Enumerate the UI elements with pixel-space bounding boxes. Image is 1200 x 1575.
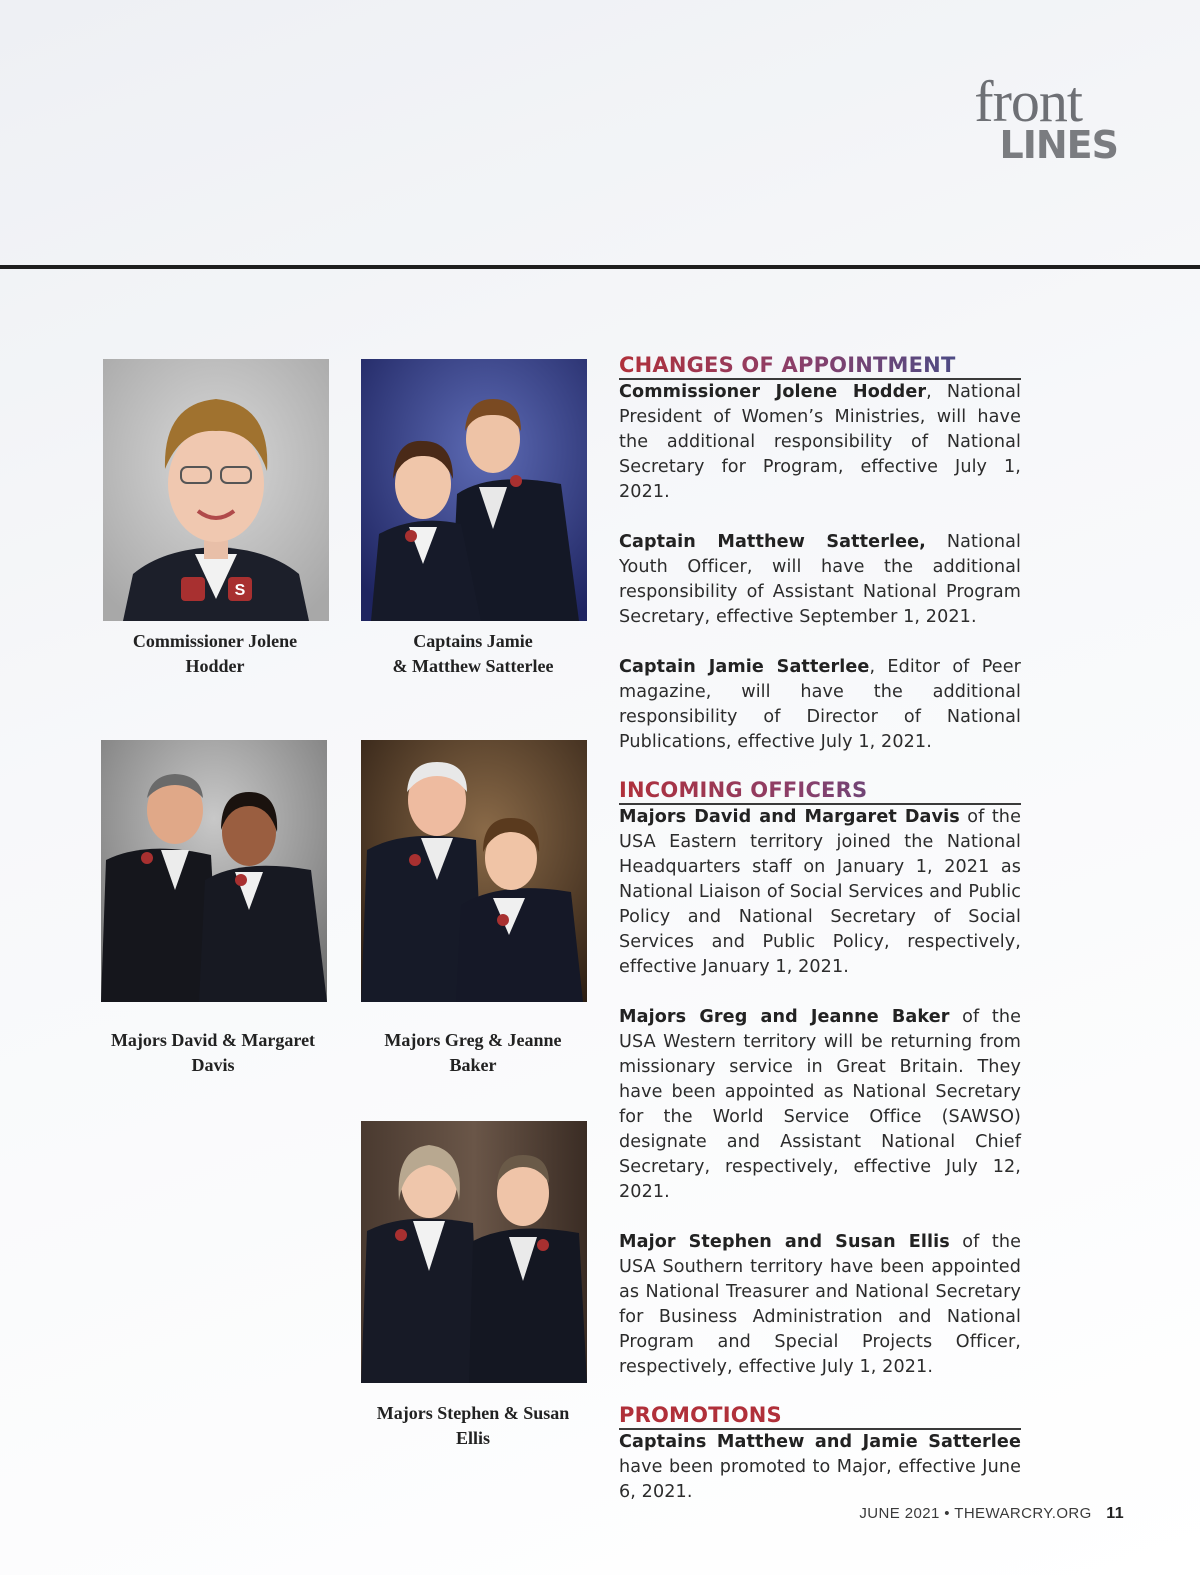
entry-jolene-hodder: Commissioner Jolene Hodder, National President of Women’s Ministries, will have the additional responsibility of National Secretary for Program, effective July 1, 2021. [619,382,1022,502]
article-text [619,352,1021,1530]
entry-baker: Majors Greg and Jeanne Baker of the USA Western territory will be returning from missionary service in Great Britain. They have been appointed as National Secretary for the World Service Office (SAWSO) designate and Assistant National Chief Secretary, respectively, effective July 12, 2021. [619,1007,1021,1202]
masthead-front: front [974,69,1082,134]
caption-satterlee: Captains Jamie & Matthew Satterlee [392,631,554,676]
photo-ellis [361,1121,587,1383]
caption-jolene-hodder: Commissioner Jolene Hodder [132,631,298,676]
entry-davis: Majors David and Margaret Davis of the USA Eastern territory joined the National Headquarters staff on January 1, 2021 as National Liaison of Social Services and Public Policy and National Secretary of Social Services and Public Policy, respectively, effective January 1, 2021. [619,807,1021,977]
page-footer [859,1505,1124,1523]
caption-davis: Majors David & Margaret Davis [110,1030,316,1075]
footer-issue: JUNE 2021 [859,1505,940,1522]
entry-matthew-satterlee: Captain Matthew Satterlee, National Youth Officer, will have the additional responsibility of Assistant National Program Secretary, effective September 1, 2021. [619,532,1021,627]
photo-jolene-hodder [103,359,329,621]
heading-incoming-officers: INCOMING OFFICERS [619,777,1021,805]
photo-baker [361,740,587,1002]
masthead-lines: LINES [999,123,1118,167]
entry-ellis: Major Stephen and Susan Ellis of the USA Southern territory have been appointed as National Treasurer and National Secretary for Business Administration and National Program and Special Projects Officer, respectively, effective July 1, 2021. [619,1232,1022,1377]
heading-changes-of-appointment: CHANGES OF APPOINTMENT [619,352,1021,380]
photo-satterlee [361,359,587,621]
svg-text:S: S [234,582,246,599]
section-masthead [974,69,1118,167]
page-number: 11 [1106,1505,1124,1522]
heading-promotions: PROMOTIONS [619,1402,1021,1430]
entry-jamie-satterlee: Captain Jamie Satterlee, Editor of Peer magazine, will have the additional responsibility of Director of National Publications, effective July 1, 2021. [619,657,1021,752]
footer-bullet: • [944,1505,950,1522]
footer-site: THEWARCRY.ORG [954,1505,1092,1522]
entry-promotions-satterlee: Captains Matthew and Jamie Satterlee have been promoted to Major, effective June 6, 2021. [619,1432,1021,1502]
photo-davis [101,740,327,1002]
caption-baker: Majors Greg & Jeanne Baker [384,1030,562,1075]
header-rule [0,265,1200,269]
caption-ellis: Majors Stephen & Susan Ellis [376,1403,570,1448]
